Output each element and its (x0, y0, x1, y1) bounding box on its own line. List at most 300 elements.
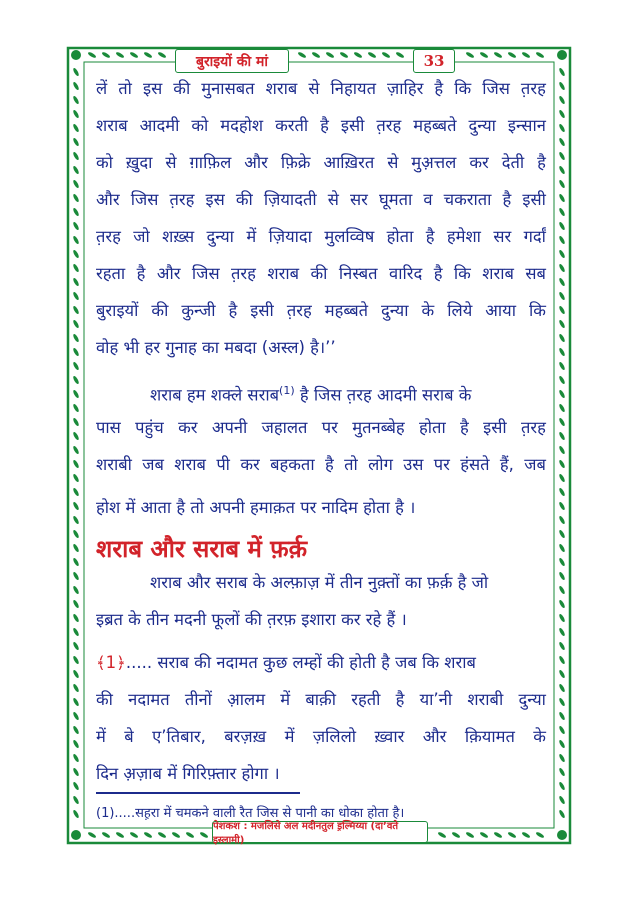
vine-leaf (558, 123, 566, 133)
vine-leaf (535, 831, 545, 839)
word: त़रह (520, 79, 546, 98)
word: से (165, 153, 177, 172)
word: मुनासबत (201, 79, 255, 98)
word: पास (96, 418, 121, 437)
word: अपनी (211, 418, 248, 437)
word: पर (321, 418, 338, 437)
vine-leaf (558, 445, 566, 455)
footer-text: पेशकश : मजलिसे अल मदीनतुल इ़ल्मिय्या (दा’वते इस्लामी) (213, 821, 399, 846)
page-number: 33 (423, 52, 445, 70)
vine-leaf (72, 515, 80, 525)
word: त़रह (96, 227, 121, 246)
word: इन्सान (507, 116, 546, 135)
word: वारिद (389, 264, 423, 283)
vine-leaf (465, 831, 475, 839)
word: मुलव्विष (324, 227, 375, 246)
word: आख़िरत (323, 153, 375, 172)
vine-leaf (311, 51, 321, 59)
vine-leaf (72, 557, 80, 567)
footnote-divider (96, 792, 300, 794)
word: है (320, 116, 329, 135)
vine-leaf (367, 51, 377, 59)
vine-leaf (72, 697, 80, 707)
vine-leaf (558, 431, 566, 441)
vine-leaf (101, 51, 111, 59)
word: शराबी (467, 690, 504, 709)
word: ख़ुदा (125, 153, 153, 172)
footnote-ref: (1) (279, 384, 295, 397)
book-title-label (175, 49, 289, 73)
vine-leaf (558, 515, 566, 525)
vine-leaf (143, 51, 153, 59)
word: के (421, 301, 435, 320)
vine-leaf (558, 501, 566, 511)
vine-leaf (479, 831, 489, 839)
word: है (434, 79, 444, 98)
vine-leaf (101, 831, 111, 839)
vine-leaf (72, 543, 80, 553)
vine-leaf (558, 571, 566, 581)
vine-leaf (129, 831, 139, 839)
vine-leaf (558, 795, 566, 805)
word: व (423, 190, 433, 209)
vine-leaf (558, 473, 566, 483)
vine-leaf (72, 571, 80, 581)
word: घूमता (378, 190, 413, 209)
word: और (422, 727, 447, 746)
vine-leaf (339, 51, 349, 59)
word: बहकता (270, 455, 315, 474)
word: के (533, 727, 546, 746)
vine-leaf (558, 137, 566, 147)
word: ज़ाहिर (387, 79, 424, 98)
vine-leaf (558, 557, 566, 567)
word: गर्दां (523, 227, 546, 246)
vine-leaf (558, 389, 566, 399)
word: रहता (96, 264, 126, 283)
text-line (96, 724, 546, 750)
para-text: है जिस त़रह आदमी सराब के (294, 385, 472, 405)
vine-leaf (72, 389, 80, 399)
vine-leaf (72, 641, 80, 651)
vine-leaf (157, 51, 167, 59)
vine-leaf (72, 487, 80, 497)
vine-leaf (558, 347, 566, 357)
vine-leaf (558, 277, 566, 287)
vine-leaf (558, 585, 566, 595)
word: की (173, 79, 191, 98)
vine-leaf (558, 683, 566, 693)
vine-leaf (558, 543, 566, 553)
word: है (425, 227, 435, 246)
vine-leaf (535, 51, 545, 59)
vine-leaf (72, 809, 80, 819)
word: नदामत (128, 690, 170, 709)
vine-leaf (72, 725, 80, 735)
vine-leaf (72, 207, 80, 217)
word: से (308, 79, 320, 98)
text-line (96, 687, 546, 713)
para-text: शराब हम शक्ले सराब (150, 385, 280, 405)
vine-leaf (157, 831, 167, 839)
word: चकराता (443, 190, 492, 209)
vine-leaf (72, 417, 80, 427)
word: कि (529, 301, 546, 320)
word: त़रह (169, 190, 195, 209)
vine-leaf (72, 165, 80, 175)
word: निस्बत (338, 264, 378, 283)
word: होता (386, 227, 414, 246)
word: जिस (482, 79, 510, 98)
point-first-line (96, 650, 546, 676)
text-line (96, 415, 546, 441)
vine-leaf (72, 81, 80, 91)
vine-leaf (115, 51, 125, 59)
word: शराब (265, 79, 298, 98)
word: है (460, 418, 469, 437)
vine-leaf (72, 263, 80, 273)
word: आदमी (139, 116, 180, 135)
text-line (96, 113, 546, 139)
word: दुन्या (518, 690, 546, 709)
vine-leaf (72, 95, 80, 105)
word: है (228, 301, 238, 320)
word: में (96, 727, 106, 746)
word: हंसते (460, 455, 490, 474)
word: शराब (96, 116, 128, 135)
word: बे (124, 727, 134, 746)
vine-leaf (558, 179, 566, 189)
vine-leaf (72, 137, 80, 147)
word: से (387, 153, 399, 172)
word: ज़ियादती (263, 190, 317, 209)
word: कर (240, 455, 260, 474)
vine-leaf (558, 361, 566, 371)
word: लोग (368, 455, 393, 474)
vine-leaf (325, 51, 335, 59)
word: त़रह (231, 264, 256, 283)
word: और (244, 153, 268, 172)
vine-leaf (451, 831, 461, 839)
vine-leaf (185, 831, 195, 839)
text-line (96, 76, 546, 102)
vine-leaf (558, 249, 566, 259)
text-line: वोह भी हर गुनाह का मबदा (अस्ल) है।’’ (96, 338, 336, 357)
word: त़रह (376, 116, 402, 135)
word: महब्बते (413, 116, 457, 135)
word: शराबी (96, 455, 132, 474)
word: इसी (340, 116, 365, 135)
word: लें (96, 79, 108, 98)
word: और (96, 190, 120, 209)
corner-flower (557, 50, 567, 60)
vine-leaf (558, 403, 566, 413)
word: को (191, 116, 209, 135)
word: फ़िक्रे (280, 153, 311, 172)
vine-leaf (558, 67, 566, 77)
vine-leaf (558, 305, 566, 315)
vine-leaf (493, 51, 503, 59)
word: ए’तिबार, (152, 727, 206, 746)
word: जब (142, 455, 164, 474)
word: ज़ियादा (268, 227, 312, 246)
text-line: इब्रत के तीन मदनी फूलों की त़रफ़ इशारा कर रहे हैं । (96, 610, 407, 629)
vine-leaf (558, 767, 566, 777)
word: जहालत (261, 418, 308, 437)
word: शख़्स (162, 227, 195, 246)
vine-leaf (72, 109, 80, 119)
vine-leaf (72, 123, 80, 133)
corner-flower (557, 830, 567, 840)
vine-leaf (72, 599, 80, 609)
word: की (235, 190, 253, 209)
word: है (502, 190, 512, 209)
vine-leaf (72, 585, 80, 595)
vine-leaf (72, 529, 80, 539)
vine-leaf (493, 831, 503, 839)
word: ज़लिलो (312, 727, 357, 746)
vine-leaf (115, 831, 125, 839)
vine-leaf (507, 51, 517, 59)
text-line (96, 150, 546, 176)
vine-leaf (72, 781, 80, 791)
point-text: ..... सराब की नदामत कुछ लम्हों की होती है जब कि शराब (125, 653, 476, 672)
text-line: होश में आता है तो अपनी हमाक़त पर नादिम होता है । (96, 498, 416, 517)
word: में (284, 727, 295, 746)
vine-leaf (558, 417, 566, 427)
vine-leaf (558, 319, 566, 329)
word: निहायत (330, 79, 376, 98)
vine-leaf (558, 207, 566, 217)
vine-leaf (558, 655, 566, 665)
vine-leaf (558, 669, 566, 679)
word: त़रह (521, 418, 546, 437)
word: मुअ़त्तल (411, 153, 457, 172)
vine-leaf (72, 431, 80, 441)
word: है (395, 690, 405, 709)
text-line (96, 452, 546, 478)
vine-leaf (72, 627, 80, 637)
word: ख़्वार (374, 727, 405, 746)
text-line (96, 224, 546, 250)
vine-leaf (558, 627, 566, 637)
vine-leaf (437, 831, 447, 839)
word: को (96, 153, 113, 172)
vine-leaf (72, 739, 80, 749)
vine-leaf (521, 51, 531, 59)
vine-leaf (558, 165, 566, 175)
word: या’नी (419, 690, 453, 709)
vine-leaf (72, 193, 80, 203)
word: पहुंच (135, 418, 164, 437)
word: इस (142, 79, 163, 98)
vine-leaf (479, 51, 489, 59)
word: कर (178, 418, 198, 437)
border-frame (84, 62, 554, 828)
vine-leaf (72, 711, 80, 721)
word: की (151, 301, 169, 320)
vine-leaf (72, 333, 80, 343)
word: मुतनब्बेह (352, 418, 405, 437)
word: शराब (267, 264, 300, 283)
word: और (156, 264, 181, 283)
vine-leaf (72, 459, 80, 469)
word: है (537, 153, 546, 172)
word: पी (216, 455, 230, 474)
word: कर (469, 153, 489, 172)
vine-leaf (171, 831, 181, 839)
word: दुन्या (468, 116, 496, 135)
word: है (433, 264, 443, 283)
word: में (246, 227, 257, 246)
vine-leaf (72, 445, 80, 455)
word: कि (453, 264, 471, 283)
vine-leaf (558, 599, 566, 609)
vine-leaf (558, 697, 566, 707)
vine-leaf (72, 305, 80, 315)
word: जब (524, 455, 546, 474)
vine-leaf (558, 333, 566, 343)
vine-leaf (558, 375, 566, 385)
word: बाक़ी (305, 690, 336, 709)
word: सर (493, 227, 512, 246)
word: आया (485, 301, 517, 320)
word: की (310, 264, 328, 283)
word: तो (118, 79, 132, 98)
vine-leaf (558, 151, 566, 161)
word: करती (275, 116, 309, 135)
vine-leaf (72, 277, 80, 287)
vine-leaf (72, 151, 80, 161)
word: सर (349, 190, 368, 209)
word: इसी (483, 418, 507, 437)
vine-leaf (72, 179, 80, 189)
section-heading: शराब और सराब में फ़र्क़ (96, 535, 308, 563)
vine-leaf (72, 249, 80, 259)
vine-leaf (558, 487, 566, 497)
vine-leaf (465, 51, 475, 59)
vine-leaf (558, 193, 566, 203)
word: दुन्या (381, 301, 409, 320)
word: ग़ाफ़िल (189, 153, 232, 172)
vine-leaf (521, 831, 531, 839)
word: महब्बते (324, 301, 369, 320)
word: शराब (482, 264, 514, 283)
vine-leaf (72, 753, 80, 763)
vine-leaf (558, 725, 566, 735)
word: लिये (447, 301, 473, 320)
vine-leaf (507, 831, 517, 839)
vine-leaf (72, 795, 80, 805)
vine-leaf (558, 263, 566, 273)
vine-leaf (72, 501, 80, 511)
word: हैं, (499, 455, 514, 474)
vine-leaf (72, 655, 80, 665)
vine-leaf (72, 319, 80, 329)
vine-leaf (72, 403, 80, 413)
vine-leaf (381, 51, 391, 59)
word: रहती (351, 690, 381, 709)
word: कुन्जी (181, 301, 216, 320)
word: इसी (522, 190, 546, 209)
word: है (324, 455, 334, 474)
vine-leaf (72, 67, 80, 77)
word: से (327, 190, 339, 209)
vine-leaf (353, 51, 363, 59)
vine-leaf (558, 809, 566, 819)
footer-label (212, 821, 428, 846)
vine-leaf (558, 459, 566, 469)
vine-leaf (72, 361, 80, 371)
vine-leaf (558, 739, 566, 749)
word: उस (403, 455, 424, 474)
word: होता (419, 418, 446, 437)
vine-leaf (72, 347, 80, 357)
word: जिस (130, 190, 159, 209)
vine-leaf (87, 831, 97, 839)
vine-leaf (395, 51, 405, 59)
vine-leaf (72, 669, 80, 679)
footnote: (1).....सह़रा में चमकने वाली रैत जिस से पानी का धोका होता है। (96, 806, 405, 821)
vine-leaf (558, 529, 566, 539)
word: बुराइयों (96, 301, 139, 320)
word: मदहोश (220, 116, 264, 135)
word: तीनों (184, 690, 212, 709)
vine-leaf (558, 641, 566, 651)
word: हमेशा (446, 227, 481, 246)
paragraph-first-line: शराब और सराब के अल्फ़ाज़ में तीन नुक़्तों का फ़र्क़ है जो (150, 573, 489, 592)
vine-leaf (129, 51, 139, 59)
word: आ़लम (227, 690, 266, 709)
word: में (280, 690, 291, 709)
word: त़रह (286, 301, 312, 320)
vine-leaf (558, 291, 566, 301)
vine-leaf (297, 51, 307, 59)
corner-flower (71, 50, 81, 60)
vine-leaf (72, 767, 80, 777)
vine-leaf (72, 221, 80, 231)
text-line (96, 187, 546, 213)
text-line (96, 261, 546, 287)
vine-leaf (72, 473, 80, 483)
word: शराब (174, 455, 206, 474)
vine-leaf (72, 613, 80, 623)
page-number-box (413, 49, 455, 73)
word: पर (433, 455, 450, 474)
vine-leaf (72, 235, 80, 245)
vine-leaf (87, 51, 97, 59)
vine-leaf (558, 781, 566, 791)
word: क़ियामत (464, 727, 515, 746)
word: सब (525, 264, 546, 283)
word: जिस (191, 264, 220, 283)
word: बरज़ख़ (224, 727, 267, 746)
vine-leaf (558, 109, 566, 119)
word: कि (454, 79, 472, 98)
word: दुन्या (206, 227, 234, 246)
vine-leaf (558, 221, 566, 231)
vine-leaf (558, 711, 566, 721)
vine-leaf (72, 375, 80, 385)
word: जो (133, 227, 150, 246)
word: की (96, 690, 113, 709)
word: इसी (250, 301, 274, 320)
vine-leaf (199, 831, 209, 839)
text-line (96, 298, 546, 324)
paragraph-first-line (96, 378, 546, 404)
corner-flower (71, 830, 81, 840)
word: है (136, 264, 146, 283)
